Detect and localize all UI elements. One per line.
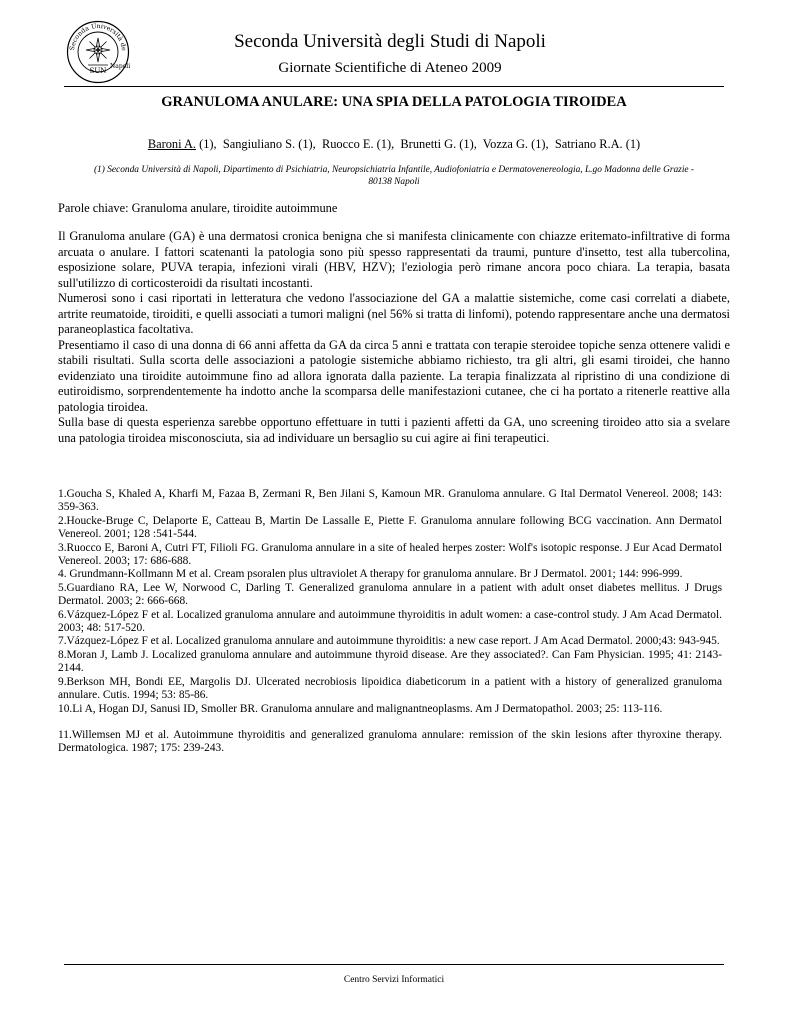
reference-spacer: [58, 716, 722, 729]
affiliation-line: 80138 Napoli: [368, 177, 420, 187]
reference-item: 8.Moran J, Lamb J. Localized granuloma annulare and autoimmune thyroid disease. Are they associated?. Can Fam Physician. 1995; 41: 2143-2144.: [58, 648, 722, 675]
reference-item: 9.Berkson MH, Bondi EE, Margolis DJ. Ulcerated necrobiosis lipoidica diabeticorum in a patient with a history of generalized granuloma annulare. Cutis. 1994; 53: 85-86.: [58, 675, 722, 702]
presenting-author: Baroni A.: [147, 137, 196, 151]
keywords: Parole chiave: Granuloma anulare, tiroidite autoimmune: [58, 201, 338, 215]
author: Satriano R.A. (1): [554, 137, 641, 151]
conference-name: Giornate Scientifiche di Ateneo 2009: [278, 60, 502, 76]
abstract-paragraph: Presentiamo il caso di una donna di 66 anni affetta da GA da circa 5 anni e trattata con terapie steroidee topiche senza ottenere validi e stabili risultati. Sulla scorta delle associazioni a patologie sistemiche abbiamo richiesto, tra gli altri, gli esami tiroidei, che hanno evidenziato una tiroidite autoimmune fino ad allora ignorata dalla paziente. La terapia finalizzata al ripristino di una condizione di eutiroidismo, sorprendentemente ha indotto anche la scomparsa delle manifestazioni cutanee, che ci ha portato a ritenerle reattive alla patologia tiroidea.: [58, 337, 730, 414]
abstract-paragraph: Numerosi sono i casi riportati in letteratura che vedono l'associazione del GA a malattie sistemiche, come casi correlati a diabete, artrite reumatoide, tiroiditi, e quelli associati a tumori maligni (nel 56% si tratta di linfomi), potendo rappresentare anche una dermatosi paraneoplastica facoltativa.: [58, 291, 730, 336]
author: Vozza G. (1),: [482, 137, 555, 151]
reference-item: 1.Goucha S, Khaled A, Kharfi M, Fazaa B, Zermani R, Ben Jilani S, Kamoun MR. Granuloma annulare. G Ital Dermatol Venereol. 2008; 143: 359-363.: [58, 488, 722, 514]
abstract: [58, 229, 730, 446]
author-list: [64, 137, 724, 152]
reference-item: 4. Grundmann-Kollmann M et al. Cream psoralen plus ultraviolet A therapy for granuloma annulare. Br J Dermatol. 2001; 144: 996-999.: [58, 568, 683, 581]
affiliation-line: (1) Seconda Università di Napoli, Dipartimento di Psichiatria, Neuropsichiatria Infantile, Audiofoniatria e Dermatovenereologia, L.go Madonna delle Grazie -: [93, 165, 695, 175]
paper-title: GRANULOMA ANULARE: UNA SPIA DELLA PATOLOGIA TIROIDEA: [161, 94, 627, 110]
university-seal-icon: [66, 20, 130, 84]
reference-item: 3.Ruocco E, Baroni A, Cutri FT, Filioli FG. Granuloma annulare in a site of healed herpes zoster: Wolf's isotopic response. J Eur Acad Dermatol Venereol. 2003; 17: 686-688.: [58, 541, 722, 568]
reference-item: 7.Vázquez-López F et al. Localized granuloma annulare and autoimmune thyroiditis: a new case report. J Am Acad Dermatol. 2000;43: 943-945.: [58, 635, 720, 648]
affiliation: [64, 164, 724, 188]
abstract-paragraph: Il Granuloma anulare (GA) è una dermatosi cronica benigna che si manifesta clinicamente con chiazze eritemato-infiltrative di forma arcuata o anulare. I fattori scatenanti la patologia sono più spesso rappresentati da traumi, punture d'insetto, test alla tubercolina, esposizione solare, PUVA terapia, infezioni virali (HBV, HZV); l'eziologia però rimane ancora poco chiara. La terapia, basata sull'utilizzo di corticosteroidi da risultati incostanti.: [58, 229, 730, 290]
footer-divider: [64, 964, 724, 965]
reference-item: 11.Willemsen MJ et al. Autoimmune thyroiditis and generalized granuloma annulare: remission of the skin lesions after thyroxine therapy. Dermatologica. 1987; 175: 239-243.: [58, 728, 722, 755]
author: Brunetti G. (1),: [400, 137, 483, 151]
reference-item: 10.Li A, Hogan DJ, Sanusi ID, Smoller BR. Granuloma annulare and malignantneoplasms. Am J Dermatopathol. 2003; 25: 113-116.: [58, 702, 663, 715]
reference-list: [58, 488, 722, 756]
author-affil-marker: (1),: [196, 137, 223, 151]
reference-item: 2.Houcke-Bruge C, Delaporte E, Catteau B, Martin De Lassalle E, Piette F. Granuloma annulare following BCG vaccination. Ann Dermatol Venereol. 2001; 128 :541-544.: [58, 514, 722, 541]
svg-text:SUN: SUN: [89, 67, 107, 75]
svg-text:Napoli: Napoli: [110, 63, 130, 70]
svg-text:Seconda Università degli Studi: Seconda Università de: [68, 22, 128, 52]
footer-text: Centro Servizi Informatici: [343, 975, 445, 985]
author: Sangiuliano S. (1),: [222, 137, 322, 151]
abstract-paragraph: Sulla base di questa esperienza sarebbe opportuno effettuare in tutti i pazienti affetti da GA, uno screening tiroideo atto sia a svelare una patologia tiroidea misconosciuta, sia ad individuare un bersaglio su cui agire ai fini terapeutici.: [58, 415, 730, 445]
author: Ruocco E. (1),: [321, 137, 401, 151]
header-divider: [64, 86, 724, 87]
reference-item: 6.Vázquez-López F et al. Localized granuloma annulare and autoimmune thyroiditis in adult women: a case-control study. J Am Acad Dermatol. 2003; 48: 517-520.: [58, 608, 722, 635]
university-name: Seconda Università degli Studi di Napoli: [234, 31, 546, 52]
reference-item: 5.Guardiano RA, Lee W, Norwood C, Darling T. Generalized granuloma annulare in a patient with adult onset diabetes mellitus. J Drugs Dermatol. 2003; 2: 666-668.: [58, 581, 722, 608]
